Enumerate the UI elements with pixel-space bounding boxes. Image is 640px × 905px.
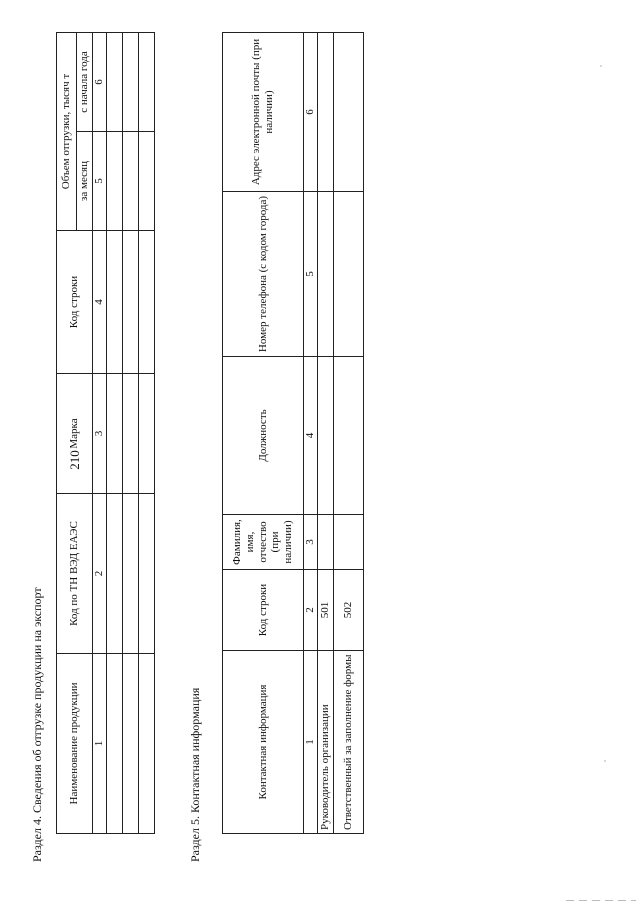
- s4-cell: [107, 374, 123, 494]
- s5-colnum-3: 3: [304, 515, 318, 570]
- s4-colnum-1: 1: [93, 654, 107, 834]
- s4-header-product-name: Наименование продукции: [57, 654, 93, 834]
- s4-cell: [107, 32, 123, 131]
- s5-cell: [318, 33, 334, 192]
- s5-cell: [318, 192, 334, 357]
- page-number: 210: [67, 450, 82, 470]
- s5-cell: [334, 192, 364, 357]
- s5-header-email: Адрес электронной почты (при наличии): [223, 33, 304, 192]
- section5-table: [222, 32, 364, 834]
- s4-cell: [107, 654, 123, 834]
- s5-header-contact-info: Контактная информация: [223, 651, 304, 834]
- s5-cell: [334, 515, 364, 570]
- s4-cell: [139, 132, 155, 231]
- table-row: [123, 32, 139, 833]
- s4-cell: [139, 374, 155, 494]
- s4-header-brand: Марка: [57, 374, 93, 494]
- s4-header-since-year-start: с начала года: [77, 32, 93, 131]
- s5-row-label-head: Руководитель организации: [318, 651, 334, 834]
- s4-cell: [107, 132, 123, 231]
- s4-cell: [139, 494, 155, 654]
- s5-cell: [318, 357, 334, 515]
- s4-cell: [139, 231, 155, 374]
- s5-row-code-502: 502: [334, 570, 364, 651]
- s4-cell: [139, 32, 155, 131]
- s4-cell: [107, 494, 123, 654]
- s5-cell: [318, 515, 334, 570]
- s5-row-code-501: 501: [318, 570, 334, 651]
- s5-colnum-6: 6: [304, 33, 318, 192]
- s5-header-phone: Номер телефона (с кодом города): [223, 192, 304, 357]
- s5-colnum-4: 4: [304, 357, 318, 515]
- s4-colnum-3: 3: [93, 374, 107, 494]
- s4-colnum-6: 6: [93, 32, 107, 131]
- s4-cell: [123, 32, 139, 131]
- s5-header-full-name: Фамилия, имя, отчество (при наличии): [223, 515, 304, 570]
- section4-title: Раздел 4. Сведения об отгрузке продукции на экспорт: [30, 587, 44, 862]
- s4-cell: [123, 374, 139, 494]
- s5-row-label-responsible: Ответственный за заполнение формы: [334, 651, 364, 834]
- rotated-page: [30, 38, 355, 862]
- s4-cell: [123, 132, 139, 231]
- s5-cell: [334, 33, 364, 192]
- s4-colnum-2: 2: [93, 494, 107, 654]
- s4-header-line-code: Код строки: [57, 231, 93, 374]
- table-row: [139, 32, 155, 833]
- s4-cell: [123, 494, 139, 654]
- s4-colnum-5: 5: [93, 132, 107, 231]
- s4-colnum-4: 4: [93, 231, 107, 374]
- s5-colnum-1: 1: [304, 651, 318, 834]
- scan-speck: [600, 65, 602, 67]
- s4-header-tn-ved: Код по ТН ВЭД ЕАЭС: [57, 494, 93, 654]
- s4-cell: [123, 654, 139, 834]
- s5-cell: [334, 357, 364, 515]
- table-row: [107, 32, 123, 833]
- s4-cell: [107, 231, 123, 374]
- scan-artifact: [566, 900, 636, 901]
- section4-table: [56, 32, 155, 834]
- section5-title: Раздел 5. Контактная информация: [188, 687, 202, 862]
- table-row: [318, 33, 334, 834]
- s5-header-position: Должность: [223, 357, 304, 515]
- s5-colnum-5: 5: [304, 192, 318, 357]
- s5-colnum-2: 2: [304, 570, 318, 651]
- s4-header-volume-group: Объем отгрузки, тысяч т: [57, 32, 77, 230]
- s5-header-line-code: Код строки: [223, 570, 304, 651]
- s4-cell: [123, 231, 139, 374]
- scan-speck: [604, 760, 606, 762]
- table-row: [334, 33, 364, 834]
- s4-cell: [139, 654, 155, 834]
- s4-header-per-month: за месяц: [77, 132, 93, 231]
